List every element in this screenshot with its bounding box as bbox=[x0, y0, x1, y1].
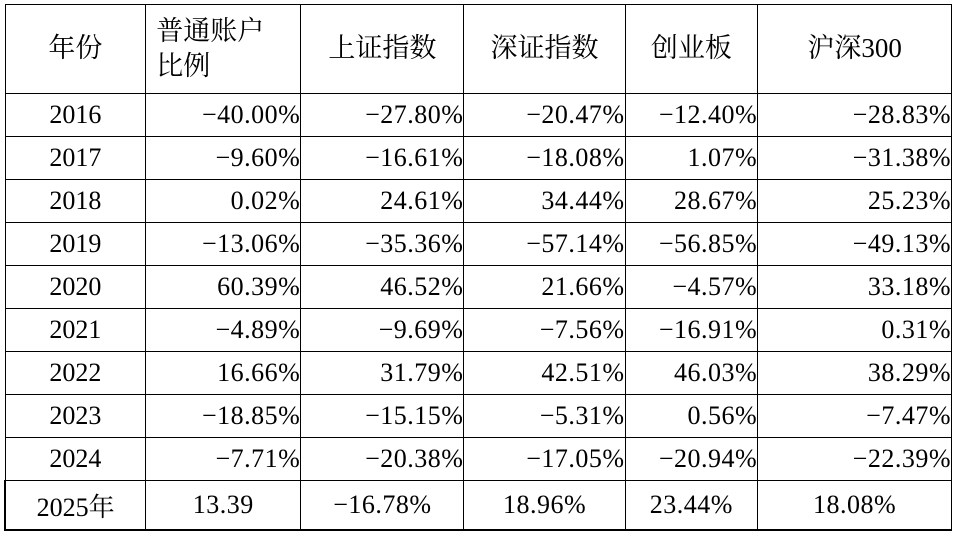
cell-shenzhen-index: −18.08% bbox=[464, 137, 625, 180]
header-label-line2: 比例 bbox=[156, 51, 211, 81]
cell-shenzhen-index: 18.96% bbox=[464, 481, 625, 531]
cell-year: 2016 bbox=[5, 94, 146, 137]
cell-shenzhen-index: −17.05% bbox=[464, 438, 625, 481]
header-cell-year bbox=[5, 5, 146, 94]
cell-shenzhen-index: −20.47% bbox=[464, 94, 625, 137]
cell-account-ratio: −40.00% bbox=[146, 94, 301, 137]
table-row bbox=[5, 352, 952, 395]
cell-shanghai-index: −20.38% bbox=[301, 438, 464, 481]
cell-account-ratio: −18.85% bbox=[146, 395, 301, 438]
cell-shenzhen-index: 34.44% bbox=[464, 180, 625, 223]
cell-csi300: 25.23% bbox=[758, 180, 952, 223]
cell-year: 2020 bbox=[5, 266, 146, 309]
header-label: 深证指数 bbox=[490, 33, 599, 64]
header-label: 上证指数 bbox=[328, 33, 437, 64]
table-header-row bbox=[5, 5, 952, 94]
header-label: 沪深300 bbox=[807, 33, 902, 64]
table-row bbox=[5, 94, 952, 137]
table-row bbox=[5, 266, 952, 309]
table-row bbox=[5, 309, 952, 352]
table-row bbox=[5, 223, 952, 266]
cell-csi300: 0.31% bbox=[758, 309, 952, 352]
cell-account-ratio: 13.39 bbox=[146, 481, 301, 531]
cell-chinext: −20.94% bbox=[625, 438, 758, 481]
cell-account-ratio: −13.06% bbox=[146, 223, 301, 266]
cell-shenzhen-index: −57.14% bbox=[464, 223, 625, 266]
cell-year: 2019 bbox=[5, 223, 146, 266]
cell-year: 2018 bbox=[5, 180, 146, 223]
cell-shenzhen-index: −5.31% bbox=[464, 395, 625, 438]
cell-shanghai-index: 31.79% bbox=[301, 352, 464, 395]
cell-shanghai-index: −27.80% bbox=[301, 94, 464, 137]
cell-shanghai-index: 46.52% bbox=[301, 266, 464, 309]
header-cell-csi300 bbox=[758, 5, 952, 94]
cell-shenzhen-index: 21.66% bbox=[464, 266, 625, 309]
cell-chinext: 23.44% bbox=[625, 481, 758, 531]
header-cell-shenzhen-index bbox=[464, 5, 625, 94]
cell-account-ratio: 0.02% bbox=[146, 180, 301, 223]
cell-chinext: −16.91% bbox=[625, 309, 758, 352]
cell-chinext: 28.67% bbox=[625, 180, 758, 223]
cell-csi300: −28.83% bbox=[758, 94, 952, 137]
cell-shanghai-index: −35.36% bbox=[301, 223, 464, 266]
cell-chinext: 1.07% bbox=[625, 137, 758, 180]
spreadsheet-sheet bbox=[0, 4, 962, 536]
cell-chinext: −56.85% bbox=[625, 223, 758, 266]
table-row bbox=[5, 137, 952, 180]
header-label: 年份 bbox=[48, 33, 103, 64]
cell-year: 2017 bbox=[5, 137, 146, 180]
cell-csi300: 33.18% bbox=[758, 266, 952, 309]
header-cell-chinext bbox=[625, 5, 758, 94]
table-row-current-year bbox=[5, 481, 952, 531]
table-row bbox=[5, 438, 952, 481]
cell-shanghai-index: −9.69% bbox=[301, 309, 464, 352]
cell-year: 2022 bbox=[5, 352, 146, 395]
cell-shanghai-index: 24.61% bbox=[301, 180, 464, 223]
cell-account-ratio: −4.89% bbox=[146, 309, 301, 352]
cell-account-ratio: −9.60% bbox=[146, 137, 301, 180]
cell-csi300: −7.47% bbox=[758, 395, 952, 438]
cell-shenzhen-index: 42.51% bbox=[464, 352, 625, 395]
cell-year: 2021 bbox=[5, 309, 146, 352]
table-row bbox=[5, 395, 952, 438]
cell-csi300: 18.08% bbox=[758, 481, 952, 531]
cell-year: 2023 bbox=[5, 395, 146, 438]
header-label: 创业板 bbox=[650, 33, 732, 64]
cell-chinext: −4.57% bbox=[625, 266, 758, 309]
cell-shenzhen-index: −7.56% bbox=[464, 309, 625, 352]
cell-account-ratio: 60.39% bbox=[146, 266, 301, 309]
header-cell-shanghai-index bbox=[301, 5, 464, 94]
cell-csi300: −22.39% bbox=[758, 438, 952, 481]
cell-csi300: −49.13% bbox=[758, 223, 952, 266]
cell-shanghai-index: −16.78% bbox=[301, 481, 464, 531]
cell-csi300: 38.29% bbox=[758, 352, 952, 395]
data-table bbox=[4, 4, 952, 531]
header-cell-account-ratio bbox=[146, 5, 301, 94]
cell-shanghai-index: −15.15% bbox=[301, 395, 464, 438]
cell-year: 2025年 bbox=[5, 481, 146, 531]
header-label-line1: 普通账户 bbox=[156, 15, 265, 46]
table-row bbox=[5, 180, 952, 223]
cell-account-ratio: 16.66% bbox=[146, 352, 301, 395]
cell-chinext: 46.03% bbox=[625, 352, 758, 395]
cell-shanghai-index: −16.61% bbox=[301, 137, 464, 180]
cell-account-ratio: −7.71% bbox=[146, 438, 301, 481]
cell-chinext: −12.40% bbox=[625, 94, 758, 137]
cell-year: 2024 bbox=[5, 438, 146, 481]
cell-csi300: −31.38% bbox=[758, 137, 952, 180]
cell-chinext: 0.56% bbox=[625, 395, 758, 438]
